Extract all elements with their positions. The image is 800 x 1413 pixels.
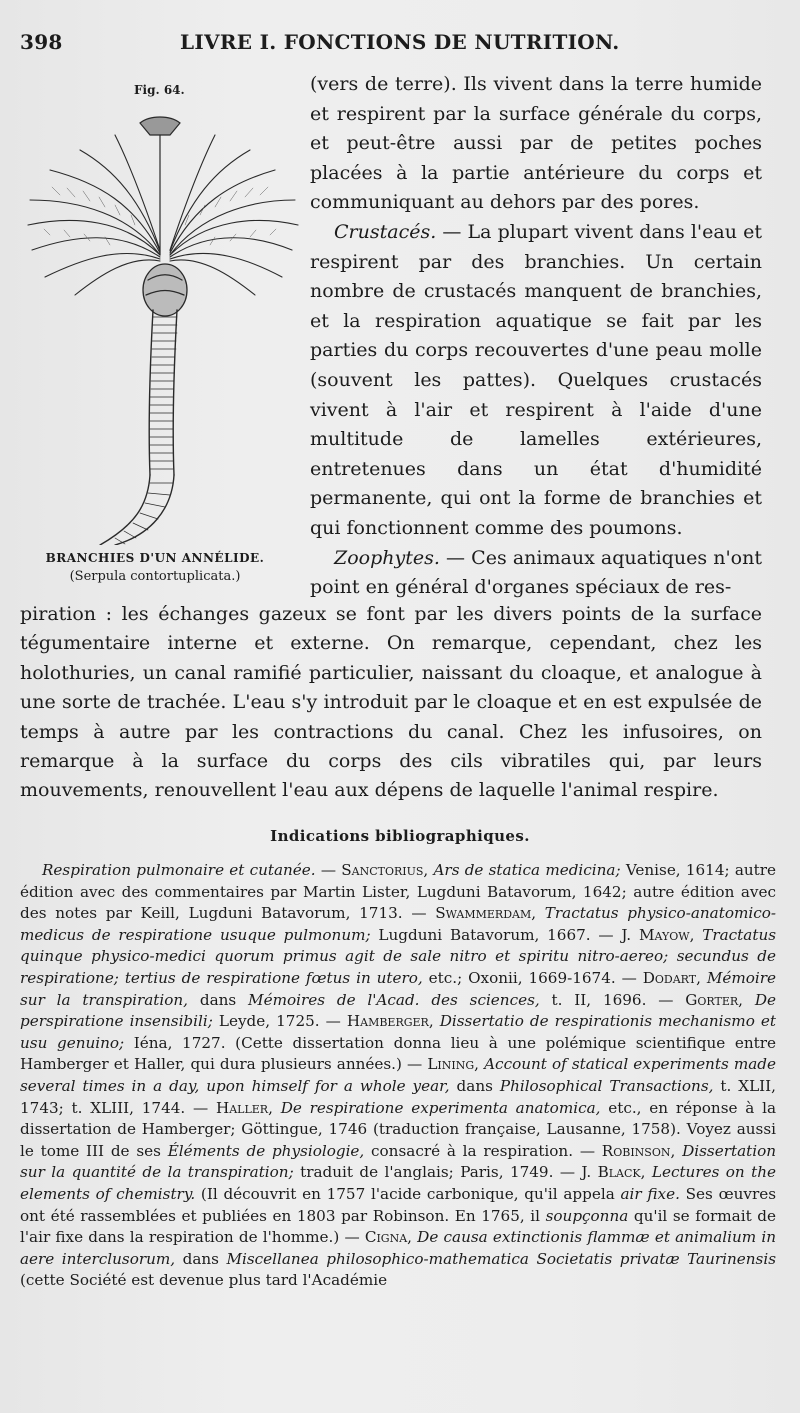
bib-title: Mémoire sur la transpiration, — [20, 968, 777, 1009]
bib-text: , — [428, 1012, 440, 1031]
operculum — [140, 117, 180, 255]
bib-text: , — [640, 1163, 652, 1182]
bib-title: Lectures on the elements of chemistry. — [20, 1163, 776, 1203]
bib-text: , — [268, 1098, 281, 1117]
bib-title: Mémoires de l'Acad. des sciences, — [248, 990, 540, 1009]
bib-text: , — [670, 1141, 683, 1160]
paragraph-zoophytes-continued: piration : les échanges gazeux se font par les divers points de la surface tégumentaire interne et externe. On remarque, cependant, chez les holothuries, un canal ramifié particulier, naissant du cloaque, et analogue à une sorte de trachée. L'eau s'y introduit par le cloaque et en est expulsée de temps à autre par les contractions du canal. Chez les infusoires, on remarque à la surface du corps des cils vibratiles qui, par leurs mouvements, renouvellent l'eau aux dépens de laquelle l'animal respire. — [20, 603, 762, 802]
bib-author: Cigna — [364, 1228, 408, 1247]
bib-title: De respiratione experimenta anatomica, — [280, 1098, 601, 1117]
bibliography-paragraph — [20, 860, 776, 1292]
bib-title: Ars de statica medicina; — [433, 861, 621, 879]
bib-text: , — [696, 968, 707, 987]
bib-author: Lining — [427, 1055, 475, 1074]
bib-title: Account of statical experiments made several times in a day, upon himself for a whole year, — [20, 1055, 777, 1095]
bib-text: qu'il se formait de l'air fixe dans la respiration de l'homme.) — — [20, 1206, 776, 1247]
plume-left — [28, 135, 160, 295]
bib-title: soupçonna — [545, 1206, 629, 1225]
bib-title: De perspiratione insensibili; — [20, 990, 777, 1031]
bib-author: Sanctorius — [341, 861, 424, 879]
bib-author: Black — [597, 1163, 641, 1182]
paragraph-zoophytes-start — [310, 544, 762, 603]
bib-title: Dissertatio de respirationis mechanismo et usu genuino; — [20, 1012, 776, 1052]
paragraph-zoophytes-text-right: — Ces animaux aquatiques n'ont point en général d'organes spéciaux de res- — [310, 546, 762, 599]
bib-text: Venise, 1614; autre édition avec des commentaires par Martin Lister, Lugduni Batavorum, 1642; autre édition avec des notes par Keill, Lugduni Batavorum, 1713. — — [20, 861, 777, 923]
bib-text: , — [423, 861, 434, 879]
worm-segments — [115, 317, 177, 544]
section-lead-crustaces: Crustacés. — [334, 220, 437, 243]
page-number: 398 — [20, 30, 63, 54]
bib-author: Dodart — [642, 968, 697, 987]
bib-text: , — [407, 1228, 418, 1247]
bib-text: Ses œuvres ont été rassemblées et publiées en 1803 par Robinson. En 1765, il — [20, 1184, 776, 1225]
bib-text: dans — [175, 1249, 227, 1268]
bib-title: Tractatus quinque physico-medici quorum primus agit de sale nitro et spiritu nitro-aereo; secundus de respiratione; tertius de respiratione fœtus in utero, — [20, 925, 777, 987]
bib-title: Philosophical Transactions, — [499, 1076, 714, 1095]
figure-label: Fig. 64. — [134, 83, 185, 97]
section-lead-zoophytes: Zoophytes. — [334, 546, 440, 569]
bib-title: air fixe. — [620, 1184, 680, 1203]
serpula-branchiae-illustration — [20, 105, 302, 545]
bib-text: traduit de l'anglais; Paris, 1749. — J. — [293, 1163, 598, 1182]
figure-caption-species: (Serpula contortuplicata.) — [69, 569, 241, 584]
bib-author: Haller — [215, 1098, 269, 1117]
text-column-right — [310, 70, 762, 603]
bib-text: (cette Société est devenue plus tard l'Académie — [20, 1271, 388, 1290]
bib-text: (Il découvrit en 1757 l'acide carbonique, qu'il appela — [195, 1184, 621, 1203]
figure-64 — [20, 75, 302, 595]
bib-text: , — [689, 925, 703, 944]
running-title: LIVRE I. FONCTIONS DE NUTRITION. — [180, 30, 620, 54]
bib-text: dans — [449, 1076, 500, 1095]
worm-body — [100, 310, 177, 545]
bib-title: Miscellanea philosophico-mathematica Societatis privatæ Taurinensis — [226, 1249, 776, 1268]
bib-text: etc., en réponse à la dissertation de Hamberger; Göttingue, 1746 (traduction française, Lausanne, 1758). Voyez aussi le tome III de ses — [20, 1098, 777, 1160]
bib-text: Lugduni Batavorum, 1667. — J. — [370, 925, 639, 944]
bib-text: t. XLII, 1743; t. XLIII, 1744. — — [20, 1076, 776, 1117]
figure-caption-title: BRANCHIES D'UN ANNÉLIDE. — [45, 551, 265, 565]
paragraph-crustaceans-text: — La plupart vivent dans l'eau et respirent par des branchies. Un certain nombre de crustacés manquent de branchies, et la respiration aquatique se fait par les parties du corps recouvertes d'une peau molle (souvent les pattes). Quelques crustacés vivent à l'air et respirent à l'aide d'une multitude de lamelles extérieures, entretenues dans un état d'humidité permanente, qui ont la forme de branchies et qui fonctionnent comme des poumons. — [310, 220, 762, 539]
bib-text: t. II, 1696. — — [539, 990, 686, 1009]
bib-author: Hamberger — [346, 1012, 429, 1031]
bibliography-heading: Indications bibliographiques. — [270, 827, 530, 845]
collar — [143, 264, 187, 316]
bib-title: De causa extinctionis flammæ et animalium in aere interclusorum, — [20, 1228, 776, 1268]
bib-title: Tractatus physico-anatomico-medicus de respiratione usuque pulmonum; — [20, 904, 777, 944]
running-head — [20, 30, 780, 60]
bib-text: , — [531, 904, 545, 923]
bib-text: etc.; Oxonii, 1669-1674. — — [422, 968, 643, 987]
bib-text: , — [474, 1055, 485, 1074]
bib-author: Robinson — [601, 1141, 671, 1160]
bib-title: Dissertation sur la quantité de la transpiration; — [20, 1141, 777, 1182]
text-full-width — [20, 600, 762, 806]
paragraph-crustaceans — [310, 218, 762, 544]
bib-text: , — [738, 990, 755, 1009]
bib-title: Respiration pulmonaire et cutanée. — [42, 861, 316, 879]
bib-author: Mayow — [638, 925, 690, 944]
bib-text: dans — [188, 990, 249, 1009]
bib-title: Éléments de physiologie, — [167, 1141, 365, 1160]
bib-author: Gorter — [685, 990, 739, 1009]
bib-text: consacré à la respiration. — — [364, 1141, 602, 1160]
bib-text: — — [315, 861, 342, 879]
bib-text: Leyde, 1725. — — [212, 1012, 347, 1031]
paragraph-annelids: (vers de terre). Ils vivent dans la terre humide et respirent par la surface générale du corps, et peut-être aussi par de petites poches placées à la partie antérieure du corps et communiquant au dehors par des pores. — [310, 73, 762, 214]
bib-author: Swammerdam — [435, 904, 532, 923]
bibliography-block — [20, 860, 776, 1292]
bib-text: Iéna, 1727. (Cette dissertation donna lieu à une polémique scientifique entre Hamberger et Haller, qui dura plusieurs années.) — — [20, 1033, 776, 1074]
